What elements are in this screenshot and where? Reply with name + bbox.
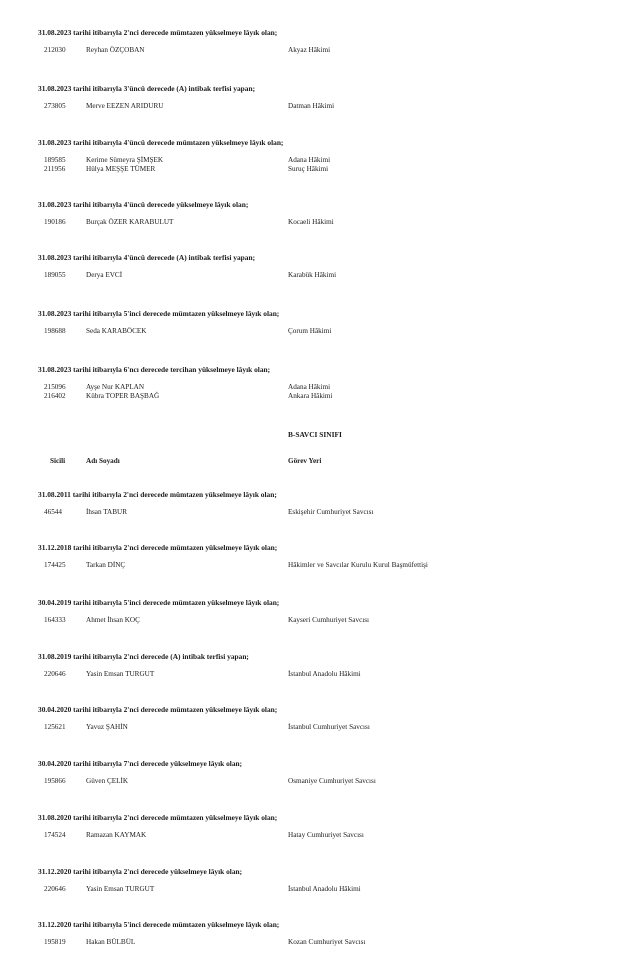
p-section-3 bbox=[38, 598, 618, 625]
person-name: Reyhan ÖZÇOBAN bbox=[86, 46, 145, 54]
sicil-number: 195866 bbox=[44, 777, 66, 785]
section-heading: 31.08.2023 tarihi itibarıyla 6'ncı derecede tercihan yükselmeye lâyık olan; bbox=[38, 365, 271, 374]
p-section-1 bbox=[38, 490, 618, 517]
section-heading: 31.08.2023 tarihi itibarıyla 4'üncü derecede yükselmeye lâyık olan; bbox=[38, 200, 249, 209]
list-item bbox=[38, 831, 618, 840]
list-item bbox=[38, 723, 618, 732]
p-section-8 bbox=[38, 867, 618, 894]
person-name: Kübra TOPER BAŞBAĞ bbox=[86, 392, 160, 400]
list-item bbox=[38, 616, 618, 625]
person-name: Kerime Sümeyra ŞİMŞEK bbox=[86, 156, 164, 164]
section-6 bbox=[38, 309, 618, 336]
sicil-number: 212030 bbox=[44, 46, 66, 54]
person-name: Ayşe Nur KAPLAN bbox=[86, 383, 145, 391]
person-name: Burçak ÖZER KARABULUT bbox=[86, 218, 174, 226]
sicil-number: 215096 bbox=[44, 383, 66, 391]
duty-place: Hâkimler ve Savcılar Kurulu Kurul Başmüfettişi bbox=[288, 561, 428, 569]
group-title bbox=[38, 430, 618, 440]
column-sicil: Sicili bbox=[50, 457, 66, 465]
section-heading: 31.08.2020 tarihi itibarıyla 2'nci derecede mümtazen yükselmeye lâyık olan; bbox=[38, 813, 278, 822]
section-heading: 31.08.2023 tarihi itibarıyla 4'üncü derecede mümtazen yükselmeye lâyık olan; bbox=[38, 138, 284, 147]
duty-place: Adana Hâkimi bbox=[288, 383, 331, 391]
list-item bbox=[38, 777, 618, 786]
section-heading: 31.08.2019 tarihi itibarıyla 2'nci derecede (A) intibak terfisi yapan; bbox=[38, 652, 249, 661]
sicil-number: 216402 bbox=[44, 392, 66, 400]
section-heading: 31.12.2020 tarihi itibarıyla 2'nci derecede yükselmeye lâyık olan; bbox=[38, 867, 243, 876]
p-section-4 bbox=[38, 652, 618, 679]
duty-place: Datman Hâkimi bbox=[288, 102, 335, 110]
duty-place: Çorum Hâkimi bbox=[288, 327, 332, 335]
p-section-6 bbox=[38, 759, 618, 786]
p-section-7 bbox=[38, 813, 618, 840]
duty-place: Eskişehir Cumhuriyet Savcısı bbox=[288, 508, 374, 516]
list-item bbox=[38, 271, 618, 280]
duty-place: Hatay Cumhuriyet Savcısı bbox=[288, 831, 364, 839]
sicil-number: 220646 bbox=[44, 670, 66, 678]
list-item bbox=[38, 383, 618, 392]
person-name: Tarkan DİNÇ bbox=[86, 561, 126, 569]
duty-place: Kayseri Cumhuriyet Savcısı bbox=[288, 616, 370, 624]
sicil-number: 189055 bbox=[44, 271, 66, 279]
person-name: Yavuz ŞAHİN bbox=[86, 723, 128, 731]
person-name: Ramazan KAYMAK bbox=[86, 831, 147, 839]
person-name: Merve EEZEN ARIDURU bbox=[86, 102, 164, 110]
section-heading: 31.08.2023 tarihi itibarıyla 5'inci derecede mümtazen yükselmeye lâyık olan; bbox=[38, 309, 280, 318]
list-item bbox=[38, 327, 618, 336]
sicil-number: 164333 bbox=[44, 616, 66, 624]
sicil-number: 190186 bbox=[44, 218, 66, 226]
p-section-2 bbox=[38, 543, 618, 570]
person-name: Seda KARABÖCEK bbox=[86, 327, 147, 335]
duty-place: Adana Hâkimi bbox=[288, 156, 331, 164]
list-item bbox=[38, 156, 618, 165]
sicil-number: 174524 bbox=[44, 831, 66, 839]
sicil-number: 220646 bbox=[44, 885, 66, 893]
section-heading: 31.12.2020 tarihi itibarıyla 5'inci derecede mümtazen yükselmeye lâyık olan; bbox=[38, 920, 280, 929]
sicil-number: 195819 bbox=[44, 938, 66, 946]
list-item bbox=[38, 561, 618, 570]
section-heading: 31.08.2023 tarihi itibarıyla 3'üncü derecede (A) intibak terfisi yapan; bbox=[38, 84, 256, 93]
person-name: Yasin Emsan TURGUT bbox=[86, 885, 155, 893]
duty-place: Osmaniye Cumhuriyet Savcısı bbox=[288, 777, 376, 785]
section-2 bbox=[38, 84, 618, 111]
column-header bbox=[38, 456, 618, 466]
person-name: Yasin Emsan TURGUT bbox=[86, 670, 155, 678]
list-item bbox=[38, 508, 618, 517]
section-3 bbox=[38, 138, 618, 174]
sicil-number: 46544 bbox=[44, 508, 62, 516]
duty-place: Suruç Hâkimi bbox=[288, 165, 329, 173]
sicil-number: 211956 bbox=[44, 165, 66, 173]
section-4 bbox=[38, 200, 618, 227]
list-item bbox=[38, 938, 618, 947]
person-name: Derya EVCİ bbox=[86, 271, 123, 279]
column-place: Görev Yeri bbox=[288, 457, 322, 465]
section-1 bbox=[38, 28, 618, 55]
list-item bbox=[38, 218, 618, 227]
section-heading: 31.08.2011 tarihi itibarıyla 2'nci derecede mümtazen yükselmeye lâyık olan; bbox=[38, 490, 277, 499]
section-heading: 30.04.2020 tarihi itibarıyla 7'nci derecede yükselmeye lâyık olan; bbox=[38, 759, 243, 768]
duty-place: Kocaeli Hâkimi bbox=[288, 218, 334, 226]
section-5 bbox=[38, 253, 618, 280]
person-name: Hakan BÜLBÜL bbox=[86, 938, 136, 946]
section-heading: 31.12.2018 tarihi itibarıyla 2'nci derecede mümtazen yükselmeye lâyık olan; bbox=[38, 543, 278, 552]
section-heading: 30.04.2019 tarihi itibarıyla 5'inci derecede mümtazen yükselmeye lâyık olan; bbox=[38, 598, 280, 607]
section-heading: 31.08.2023 tarihi itibarıyla 4'üncü derecede (A) intibak terfisi yapan; bbox=[38, 253, 256, 262]
person-name: İhsan TABUR bbox=[86, 508, 128, 516]
duty-place: İstanbul Anadolu Hâkimi bbox=[288, 885, 361, 893]
duty-place: İstanbul Cumhuriyet Savcısı bbox=[288, 723, 370, 731]
list-item bbox=[38, 392, 618, 401]
sicil-number: 198688 bbox=[44, 327, 66, 335]
list-item bbox=[38, 165, 618, 174]
duty-place: Akyaz Hâkimi bbox=[288, 46, 331, 54]
duty-place: Kozan Cumhuriyet Savcısı bbox=[288, 938, 366, 946]
person-name: Güven ÇELİK bbox=[86, 777, 129, 785]
p-section-9 bbox=[38, 920, 618, 947]
section-heading: 31.08.2023 tarihi itibarıyla 2'nci derecede mümtazen yükselmeye lâyık olan; bbox=[38, 28, 278, 37]
duty-place: Karabük Hâkimi bbox=[288, 271, 337, 279]
list-item bbox=[38, 46, 618, 55]
list-item bbox=[38, 885, 618, 894]
sicil-number: 189585 bbox=[44, 156, 66, 164]
person-name: Ahmet İhsan KOÇ bbox=[86, 616, 140, 624]
list-item bbox=[38, 102, 618, 111]
sicil-number: 174425 bbox=[44, 561, 66, 569]
column-name: Adı Soyadı bbox=[86, 457, 120, 465]
section-7 bbox=[38, 365, 618, 401]
duty-place: İstanbul Anadolu Hâkimi bbox=[288, 670, 361, 678]
section-heading: 30.04.2020 tarihi itibarıyla 2'nci derecede mümtazen yükselmeye lâyık olan; bbox=[38, 705, 278, 714]
sicil-number: 273805 bbox=[44, 102, 66, 110]
p-section-5 bbox=[38, 705, 618, 732]
sicil-number: 125621 bbox=[44, 723, 66, 731]
person-name: Hülya MEŞŞE TÜMER bbox=[86, 165, 156, 173]
list-item bbox=[38, 670, 618, 679]
duty-place: Ankara Hâkimi bbox=[288, 392, 333, 400]
group-title-text: B-SAVCI SINIFI bbox=[288, 430, 342, 439]
